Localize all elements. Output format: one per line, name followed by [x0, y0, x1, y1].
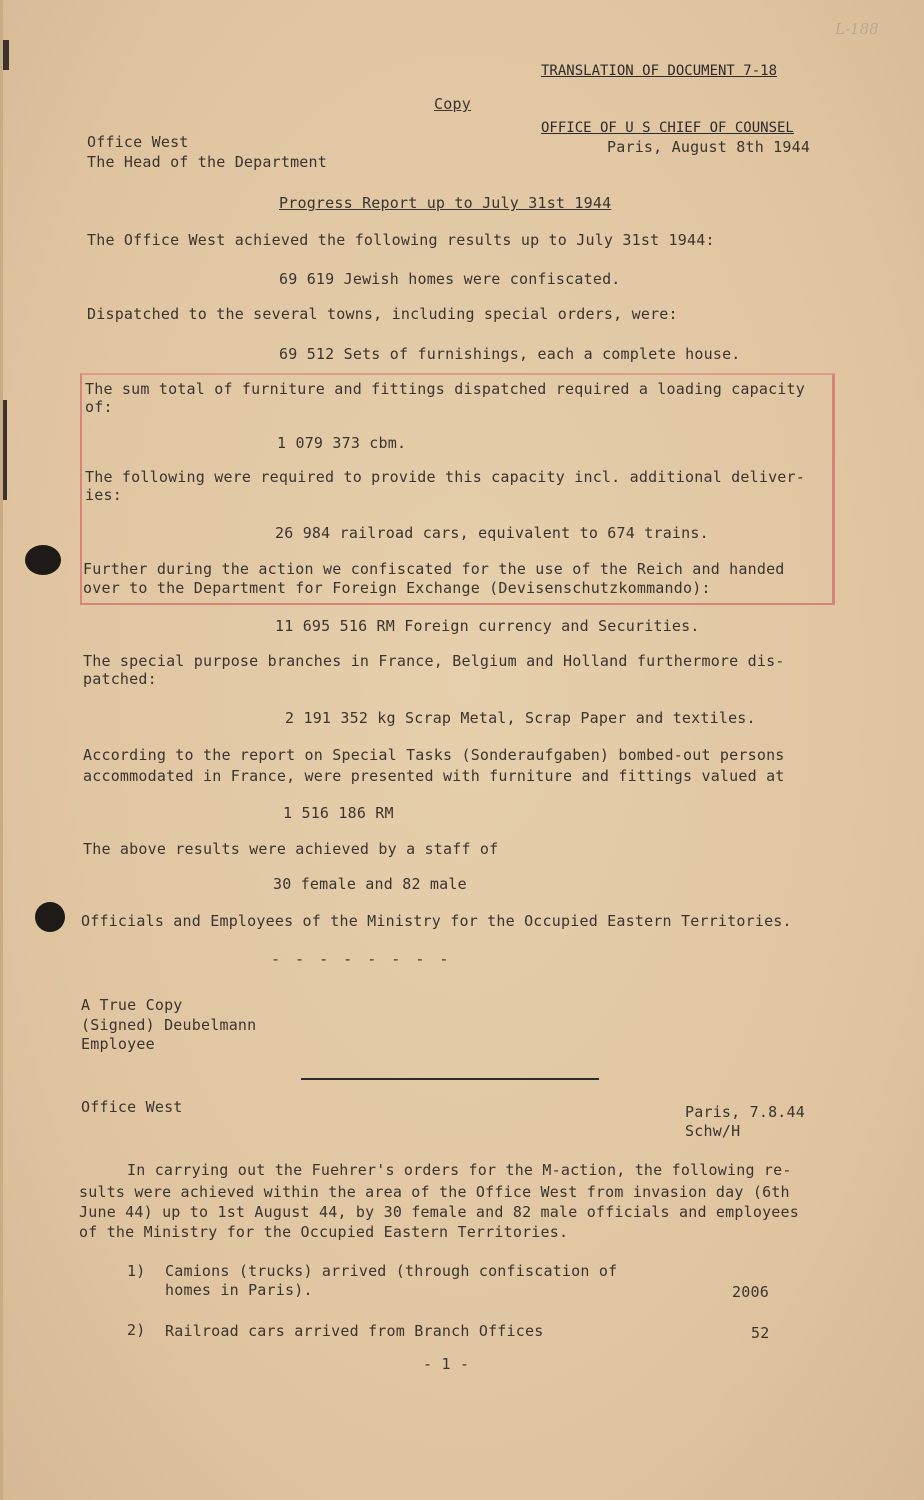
paragraph: The special purpose branches in France, Belgium and Holland furthermore dis- [83, 652, 785, 670]
separator-dashes: - - - - - - - - [271, 950, 452, 968]
paragraph: of: [85, 398, 113, 416]
paragraph: The following were required to provide this capacity incl. additional deliver- [85, 468, 805, 486]
figure-line: 69 512 Sets of furnishings, each a complete house. [279, 345, 741, 363]
stamp-line-1: TRANSLATION OF DOCUMENT 7-18 [541, 63, 778, 79]
true-copy-label: A True Copy [81, 996, 183, 1014]
figure-line: 69 619 Jewish homes were confiscated. [279, 270, 621, 288]
page-edge-mark [3, 400, 7, 500]
paragraph: Dispatched to the several towns, including special orders, were: [87, 305, 678, 323]
department-head: The Head of the Department [87, 153, 327, 171]
copy-label: Copy [434, 95, 471, 113]
paragraph: The Office West achieved the following results up to July 31st 1944: [87, 231, 715, 249]
figure-line: 26 984 railroad cars, equivalent to 674 trains. [275, 524, 709, 542]
item-text: Camions (trucks) arrived (through confiscation of [165, 1262, 618, 1280]
report-title: Progress Report up to July 31st 1944 [279, 194, 612, 212]
item-text: Railroad cars arrived from Branch Offices [165, 1322, 544, 1340]
figure-line: 1 516 186 RM [283, 804, 394, 822]
paragraph: of the Ministry for the Occupied Eastern Territories. [79, 1223, 569, 1241]
office-name: Office West [87, 133, 189, 151]
paragraph: Officials and Employees of the Ministry for the Occupied Eastern Territories. [81, 912, 792, 930]
paragraph: patched: [83, 670, 157, 688]
page-number: - 1 - [423, 1355, 470, 1373]
paragraph: Further during the action we confiscated for the use of the Reich and handed [83, 560, 785, 578]
paragraph: The sum total of furniture and fittings dispatched required a loading capacity [85, 380, 805, 398]
item-text: homes in Paris). [165, 1281, 313, 1299]
place-date: Paris, August 8th 1944 [607, 138, 811, 156]
figure-line: 1 079 373 cbm. [277, 434, 407, 452]
reference-code: Schw/H [685, 1122, 741, 1140]
figure-line: 2 191 352 kg Scrap Metal, Scrap Paper and textiles. [285, 709, 756, 727]
figure-line: 30 female and 82 male [273, 875, 467, 893]
item-number: 1) [127, 1262, 146, 1280]
paragraph: ies: [85, 486, 122, 504]
figure-line: 11 695 516 RM Foreign currency and Securities. [275, 617, 700, 635]
paragraph: In carrying out the Fuehrer's orders for the M-action, the following re- [127, 1161, 792, 1179]
item-number: 2) [127, 1321, 146, 1339]
paragraph: accommodated in France, were presented with furniture and fittings valued at [83, 767, 785, 785]
paragraph: June 44) up to 1st August 44, by 30 female and 82 male officials and employees [79, 1203, 799, 1221]
paragraph: The above results were achieved by a staff of [83, 840, 499, 858]
paragraph: According to the report on Special Tasks (Sonderaufgaben) bombed-out persons [83, 746, 785, 764]
page-edge-mark [3, 40, 9, 70]
signer-role: Employee [81, 1035, 155, 1053]
section-divider [301, 1078, 599, 1080]
office-name: Office West [81, 1098, 183, 1116]
item-value: 2006 [732, 1283, 769, 1301]
signed-name: (Signed) Deubelmann [81, 1016, 257, 1034]
paragraph: over to the Department for Foreign Exchange (Devisenschutzkommando): [83, 579, 711, 597]
place-date: Paris, 7.8.44 [685, 1103, 805, 1121]
paragraph: sults were achieved within the area of the Office West from invasion day (6th [79, 1183, 790, 1201]
ink-blot [35, 902, 65, 932]
item-value: 52 [751, 1324, 770, 1342]
stamp-line-2: OFFICE OF U S CHIEF OF COUNSEL [541, 120, 794, 136]
handwritten-reference: L-188 [835, 20, 879, 38]
ink-blot [25, 545, 61, 575]
